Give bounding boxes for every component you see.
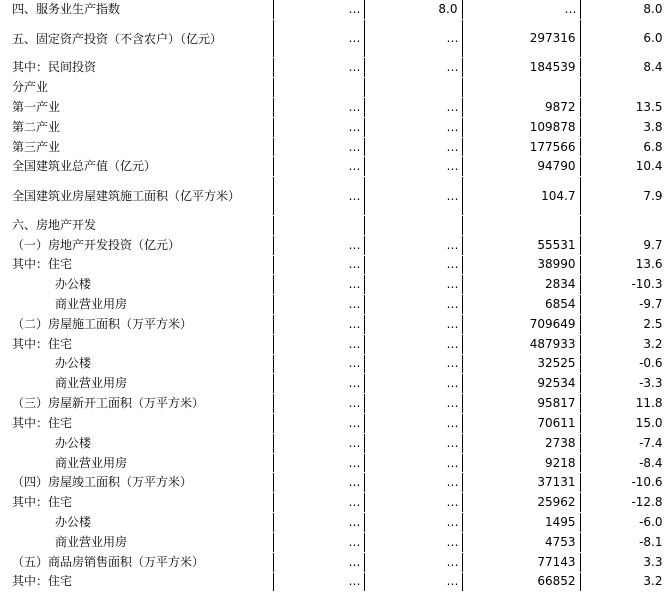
ytd-growth [580, 78, 667, 98]
current-month-growth: … [364, 414, 462, 434]
current-month-value: … [273, 552, 364, 572]
row-label: （一）房地产开发投资（亿元） [0, 235, 273, 255]
current-month-value: … [273, 295, 364, 315]
ytd-growth: 7.9 [580, 177, 667, 216]
ytd-value: 66852 [462, 572, 580, 592]
ytd-value: 4753 [462, 532, 580, 552]
ytd-value: 9872 [462, 98, 580, 118]
row-label: 第二产业 [0, 117, 273, 137]
ytd-value: 77143 [462, 552, 580, 572]
table-row [0, 493, 667, 513]
current-month-growth [364, 215, 462, 235]
ytd-value: 70611 [462, 414, 580, 434]
row-label: 商业营业用房 [0, 453, 273, 473]
ytd-value: … [462, 0, 580, 19]
row-label: 四、服务业生产指数 [0, 0, 273, 19]
ytd-growth: -3.3 [580, 374, 667, 394]
row-label: 商业营业用房 [0, 532, 273, 552]
ytd-growth: 13.5 [580, 98, 667, 118]
ytd-value: 109878 [462, 117, 580, 137]
current-month-value: … [273, 334, 364, 354]
ytd-value: 104.7 [462, 177, 580, 216]
current-month-value: … [273, 58, 364, 78]
current-month-growth: … [364, 473, 462, 493]
table-row [0, 552, 667, 572]
table-row [0, 78, 667, 98]
table-row [0, 394, 667, 414]
current-month-value [273, 78, 364, 98]
table-row [0, 473, 667, 493]
current-month-value: … [273, 98, 364, 118]
ytd-growth: -9.7 [580, 295, 667, 315]
table-row [0, 532, 667, 552]
ytd-value [462, 78, 580, 98]
current-month-value: … [273, 453, 364, 473]
row-label: （二）房屋施工面积（万平方米） [0, 314, 273, 334]
ytd-value [462, 215, 580, 235]
ytd-growth: 8.4 [580, 58, 667, 78]
current-month-value: … [273, 433, 364, 453]
row-label: 第三产业 [0, 137, 273, 157]
current-month-value: … [273, 572, 364, 592]
ytd-growth: 3.8 [580, 117, 667, 137]
current-month-value: … [273, 117, 364, 137]
row-label: 办公楼 [0, 433, 273, 453]
current-month-value: … [273, 493, 364, 513]
current-month-growth: … [364, 98, 462, 118]
ytd-growth: 3.2 [580, 334, 667, 354]
current-month-value: … [273, 414, 364, 434]
current-month-value: … [273, 354, 364, 374]
table-row [0, 453, 667, 473]
row-label: 商业营业用房 [0, 374, 273, 394]
row-label: 其中：住宅 [0, 255, 273, 275]
row-label: （三）房屋新开工面积（万平方米） [0, 394, 273, 414]
table-row [0, 275, 667, 295]
ytd-value: 2738 [462, 433, 580, 453]
table-row [0, 572, 667, 592]
ytd-value: 184539 [462, 58, 580, 78]
current-month-growth: … [364, 572, 462, 592]
current-month-growth: … [364, 513, 462, 533]
ytd-growth: -8.1 [580, 532, 667, 552]
table-row [0, 137, 667, 157]
current-month-growth: … [364, 374, 462, 394]
ytd-growth: -10.6 [580, 473, 667, 493]
ytd-growth: 13.6 [580, 255, 667, 275]
row-label: 六、房地产开发 [0, 215, 273, 235]
current-month-value: … [273, 473, 364, 493]
table-row [0, 177, 667, 216]
row-label: 其中：住宅 [0, 414, 273, 434]
ytd-growth: 2.5 [580, 314, 667, 334]
current-month-growth: … [364, 177, 462, 216]
ytd-growth: 3.3 [580, 552, 667, 572]
ytd-value: 709649 [462, 314, 580, 334]
current-month-value [273, 215, 364, 235]
ytd-growth: -0.6 [580, 354, 667, 374]
row-label: 其中：民间投资 [0, 58, 273, 78]
ytd-growth: -6.0 [580, 513, 667, 533]
ytd-growth: 11.8 [580, 394, 667, 414]
ytd-growth: -7.4 [580, 433, 667, 453]
current-month-growth: … [364, 493, 462, 513]
ytd-growth: 6.0 [580, 19, 667, 58]
table-row [0, 58, 667, 78]
current-month-growth: … [364, 117, 462, 137]
ytd-value: 94790 [462, 157, 580, 177]
current-month-growth [364, 78, 462, 98]
table-row [0, 157, 667, 177]
current-month-growth: … [364, 235, 462, 255]
current-month-value: … [273, 19, 364, 58]
ytd-value: 297316 [462, 19, 580, 58]
ytd-growth: -12.8 [580, 493, 667, 513]
row-label: 商业营业用房 [0, 295, 273, 315]
ytd-growth: 8.0 [580, 0, 667, 19]
current-month-growth: … [364, 453, 462, 473]
ytd-growth: 3.2 [580, 572, 667, 592]
table-row [0, 374, 667, 394]
current-month-growth: … [364, 354, 462, 374]
table-row [0, 19, 667, 58]
current-month-value: … [273, 314, 364, 334]
row-label: 其中：住宅 [0, 572, 273, 592]
ytd-value: 177566 [462, 137, 580, 157]
current-month-value: … [273, 513, 364, 533]
row-label: 办公楼 [0, 513, 273, 533]
ytd-growth: -10.3 [580, 275, 667, 295]
current-month-value: … [273, 275, 364, 295]
table-row [0, 255, 667, 275]
current-month-growth: … [364, 433, 462, 453]
ytd-value: 2834 [462, 275, 580, 295]
current-month-growth: … [364, 394, 462, 414]
row-label: 其中：住宅 [0, 493, 273, 513]
table-row [0, 295, 667, 315]
current-month-growth: … [364, 137, 462, 157]
ytd-growth: 10.4 [580, 157, 667, 177]
ytd-value: 92534 [462, 374, 580, 394]
current-month-value: … [273, 394, 364, 414]
table-row [0, 334, 667, 354]
ytd-value: 1495 [462, 513, 580, 533]
row-label: 全国建筑业房屋建筑施工面积（亿平方米） [0, 177, 273, 216]
table-row [0, 117, 667, 137]
row-label: 办公楼 [0, 354, 273, 374]
current-month-growth: … [364, 314, 462, 334]
current-month-growth: … [364, 255, 462, 275]
ytd-value: 487933 [462, 334, 580, 354]
ytd-value: 9218 [462, 453, 580, 473]
ytd-value: 95817 [462, 394, 580, 414]
table-row [0, 354, 667, 374]
current-month-value: … [273, 235, 364, 255]
current-month-value: … [273, 137, 364, 157]
table-row [0, 414, 667, 434]
ytd-value: 25962 [462, 493, 580, 513]
ytd-value: 32525 [462, 354, 580, 374]
current-month-value: … [273, 0, 364, 19]
current-month-growth: … [364, 19, 462, 58]
current-month-value: … [273, 532, 364, 552]
current-month-growth: … [364, 58, 462, 78]
table-row [0, 98, 667, 118]
ytd-value: 38990 [462, 255, 580, 275]
row-label: （四）房屋竣工面积（万平方米） [0, 473, 273, 493]
table-row [0, 314, 667, 334]
row-label: 分产业 [0, 78, 273, 98]
row-label: （五）商品房销售面积（万平方米） [0, 552, 273, 572]
current-month-value: … [273, 255, 364, 275]
ytd-value: 37131 [462, 473, 580, 493]
ytd-growth: 9.7 [580, 235, 667, 255]
current-month-growth: … [364, 295, 462, 315]
ytd-growth: -8.4 [580, 453, 667, 473]
table-row [0, 215, 667, 235]
table-row [0, 235, 667, 255]
current-month-growth: … [364, 532, 462, 552]
current-month-growth: 8.0 [364, 0, 462, 19]
current-month-value: … [273, 374, 364, 394]
table-row [0, 433, 667, 453]
ytd-growth: 15.0 [580, 414, 667, 434]
current-month-growth: … [364, 275, 462, 295]
ytd-growth [580, 215, 667, 235]
current-month-growth: … [364, 157, 462, 177]
table-row [0, 0, 667, 19]
ytd-value: 55531 [462, 235, 580, 255]
ytd-value: 6854 [462, 295, 580, 315]
current-month-value: … [273, 177, 364, 216]
row-label: 第一产业 [0, 98, 273, 118]
row-label: 五、固定资产投资（不含农户）（亿元） [0, 19, 273, 58]
table-row [0, 513, 667, 533]
current-month-growth: … [364, 334, 462, 354]
row-label: 办公楼 [0, 275, 273, 295]
ytd-growth: 6.8 [580, 137, 667, 157]
row-label: 全国建筑业总产值（亿元） [0, 157, 273, 177]
current-month-growth: … [364, 552, 462, 572]
current-month-value: … [273, 157, 364, 177]
row-label: 其中：住宅 [0, 334, 273, 354]
